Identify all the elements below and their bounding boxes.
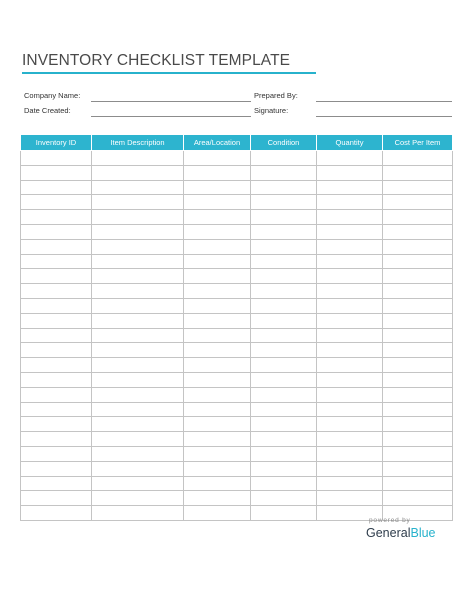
column-header: Item Description [92, 135, 184, 151]
table-row [21, 491, 453, 506]
table-cell[interactable] [184, 151, 251, 166]
table-cell[interactable] [184, 432, 251, 447]
table-body [21, 151, 453, 521]
table-cell[interactable] [184, 328, 251, 343]
table-cell[interactable] [251, 313, 317, 328]
prepared-by-label: Prepared By: [254, 91, 298, 100]
table-cell[interactable] [317, 269, 383, 284]
table-cell[interactable] [251, 224, 317, 239]
table-cell[interactable] [92, 476, 184, 491]
table-row [21, 358, 453, 373]
table-cell[interactable] [317, 387, 383, 402]
table-cell[interactable] [92, 402, 184, 417]
table-cell[interactable] [92, 343, 184, 358]
table-cell[interactable] [184, 417, 251, 432]
table-row [21, 432, 453, 447]
table-cell[interactable] [251, 506, 317, 521]
column-header: Area/Location [184, 135, 251, 151]
table-cell[interactable] [383, 313, 453, 328]
table-cell[interactable] [92, 224, 184, 239]
table-cell[interactable] [184, 210, 251, 225]
table-cell[interactable] [184, 165, 251, 180]
column-header: Quantity [317, 135, 383, 151]
table-cell[interactable] [184, 372, 251, 387]
table-cell[interactable] [184, 358, 251, 373]
table-cell[interactable] [21, 224, 92, 239]
table-cell[interactable] [383, 417, 453, 432]
table-cell[interactable] [251, 402, 317, 417]
table-cell[interactable] [184, 446, 251, 461]
column-header: Inventory ID [21, 135, 92, 151]
table-cell[interactable] [184, 180, 251, 195]
table-cell[interactable] [92, 506, 184, 521]
generalblue-logo [366, 526, 436, 540]
table-cell[interactable] [21, 328, 92, 343]
table-cell[interactable] [21, 239, 92, 254]
table-cell[interactable] [251, 254, 317, 269]
table-cell[interactable] [184, 402, 251, 417]
table-cell[interactable] [317, 165, 383, 180]
table-cell[interactable] [317, 417, 383, 432]
table-cell[interactable] [251, 387, 317, 402]
table-cell[interactable] [251, 372, 317, 387]
table-cell[interactable] [92, 239, 184, 254]
table-row [21, 254, 453, 269]
table-cell[interactable] [383, 224, 453, 239]
table-cell[interactable] [184, 461, 251, 476]
table-cell[interactable] [21, 417, 92, 432]
table-cell[interactable] [383, 239, 453, 254]
table-cell[interactable] [21, 358, 92, 373]
table-cell[interactable] [184, 506, 251, 521]
logo-text-blue: Blue [410, 526, 436, 540]
table-cell[interactable] [383, 254, 453, 269]
table-cell[interactable] [184, 343, 251, 358]
table-cell[interactable] [317, 284, 383, 299]
table-row [21, 372, 453, 387]
table-cell[interactable] [21, 372, 92, 387]
table-row [21, 417, 453, 432]
table-cell[interactable] [21, 269, 92, 284]
table-cell[interactable] [317, 476, 383, 491]
table-row [21, 224, 453, 239]
column-header: Condition [251, 135, 317, 151]
table-cell[interactable] [383, 298, 453, 313]
table-cell[interactable] [21, 461, 92, 476]
table-cell[interactable] [383, 195, 453, 210]
table-cell[interactable] [184, 491, 251, 506]
signature-label: Signature: [254, 106, 289, 115]
table-row [21, 298, 453, 313]
table-header [21, 135, 453, 151]
table-cell[interactable] [251, 284, 317, 299]
table-row [21, 180, 453, 195]
table-cell[interactable] [21, 491, 92, 506]
table-cell[interactable] [92, 165, 184, 180]
signature-line[interactable] [316, 116, 452, 117]
table-cell[interactable] [251, 210, 317, 225]
company-name-line[interactable] [91, 101, 251, 102]
table-cell[interactable] [383, 210, 453, 225]
table-cell[interactable] [21, 284, 92, 299]
table-row [21, 461, 453, 476]
prepared-by-line[interactable] [316, 101, 452, 102]
table-cell[interactable] [92, 328, 184, 343]
table-cell[interactable] [184, 284, 251, 299]
table-cell[interactable] [383, 491, 453, 506]
powered-by-text: powered by [369, 517, 411, 524]
page-title: INVENTORY CHECKLIST TEMPLATE [22, 52, 291, 69]
table-cell[interactable] [21, 313, 92, 328]
table-cell[interactable] [383, 402, 453, 417]
table-cell[interactable] [317, 151, 383, 166]
table-row [21, 402, 453, 417]
table-cell[interactable] [184, 239, 251, 254]
table-cell[interactable] [251, 298, 317, 313]
table-row [21, 284, 453, 299]
table-cell[interactable] [383, 387, 453, 402]
table-cell[interactable] [21, 298, 92, 313]
table-cell[interactable] [383, 343, 453, 358]
table-cell[interactable] [317, 195, 383, 210]
table-cell[interactable] [383, 269, 453, 284]
table-cell[interactable] [317, 254, 383, 269]
table-cell[interactable] [251, 269, 317, 284]
table-cell[interactable] [92, 195, 184, 210]
table-cell[interactable] [383, 180, 453, 195]
table-row [21, 446, 453, 461]
table-cell[interactable] [92, 491, 184, 506]
table-cell[interactable] [383, 461, 453, 476]
table-cell[interactable] [251, 151, 317, 166]
table-cell[interactable] [21, 210, 92, 225]
table-cell[interactable] [383, 284, 453, 299]
table-cell[interactable] [317, 432, 383, 447]
table-row [21, 239, 453, 254]
date-created-label: Date Created: [24, 106, 71, 115]
table-cell[interactable] [383, 446, 453, 461]
table-cell[interactable] [251, 432, 317, 447]
table-row [21, 165, 453, 180]
table-cell[interactable] [317, 180, 383, 195]
table-cell[interactable] [21, 180, 92, 195]
table-cell[interactable] [92, 461, 184, 476]
table-cell[interactable] [92, 313, 184, 328]
table-cell[interactable] [383, 358, 453, 373]
table-cell[interactable] [317, 239, 383, 254]
table-cell[interactable] [92, 284, 184, 299]
table-cell[interactable] [184, 313, 251, 328]
table-cell[interactable] [92, 372, 184, 387]
table-cell[interactable] [317, 461, 383, 476]
column-header: Cost Per Item [383, 135, 453, 151]
table-row [21, 328, 453, 343]
table-cell[interactable] [251, 446, 317, 461]
table-cell[interactable] [184, 387, 251, 402]
logo-text-general: General [366, 526, 411, 540]
table-cell[interactable] [251, 180, 317, 195]
company-name-label: Company Name: [24, 91, 81, 100]
date-created-line[interactable] [91, 116, 251, 117]
table-cell[interactable] [184, 269, 251, 284]
table-cell[interactable] [92, 210, 184, 225]
table-row [21, 151, 453, 166]
table-row [21, 476, 453, 491]
table-cell[interactable] [184, 476, 251, 491]
table-cell[interactable] [92, 151, 184, 166]
table-cell[interactable] [184, 298, 251, 313]
table-cell[interactable] [383, 476, 453, 491]
table-cell[interactable] [92, 254, 184, 269]
table-cell[interactable] [21, 476, 92, 491]
table-cell[interactable] [92, 417, 184, 432]
table-cell[interactable] [317, 298, 383, 313]
table-cell[interactable] [251, 476, 317, 491]
table-cell[interactable] [317, 224, 383, 239]
table-cell[interactable] [317, 446, 383, 461]
table-cell[interactable] [251, 328, 317, 343]
table-cell[interactable] [92, 432, 184, 447]
table-cell[interactable] [317, 491, 383, 506]
table-cell[interactable] [21, 254, 92, 269]
table-cell[interactable] [21, 343, 92, 358]
table-cell[interactable] [21, 165, 92, 180]
table-cell[interactable] [317, 402, 383, 417]
table-row [21, 269, 453, 284]
table-cell[interactable] [251, 358, 317, 373]
table-cell[interactable] [21, 151, 92, 166]
table-cell[interactable] [317, 313, 383, 328]
title-underline [22, 72, 316, 74]
table-cell[interactable] [251, 491, 317, 506]
inventory-table [20, 134, 453, 521]
table-cell[interactable] [251, 417, 317, 432]
table-cell[interactable] [92, 269, 184, 284]
table-cell[interactable] [184, 224, 251, 239]
table-cell[interactable] [92, 387, 184, 402]
table-row [21, 210, 453, 225]
table-cell[interactable] [383, 151, 453, 166]
table-cell[interactable] [251, 165, 317, 180]
table-cell[interactable] [383, 328, 453, 343]
table-cell[interactable] [21, 387, 92, 402]
table-cell[interactable] [21, 195, 92, 210]
table-cell[interactable] [317, 328, 383, 343]
table-row [21, 195, 453, 210]
table-cell[interactable] [251, 461, 317, 476]
table-cell[interactable] [251, 195, 317, 210]
table-cell[interactable] [383, 432, 453, 447]
table-row [21, 343, 453, 358]
table-cell[interactable] [92, 446, 184, 461]
table-cell[interactable] [21, 402, 92, 417]
table-cell[interactable] [251, 239, 317, 254]
table-cell[interactable] [317, 343, 383, 358]
table-cell[interactable] [184, 195, 251, 210]
table-cell[interactable] [184, 254, 251, 269]
table-row [21, 313, 453, 328]
table-cell[interactable] [92, 180, 184, 195]
table-cell[interactable] [251, 343, 317, 358]
table-cell[interactable] [92, 298, 184, 313]
table-cell[interactable] [92, 358, 184, 373]
table-cell[interactable] [21, 506, 92, 521]
table-cell[interactable] [317, 372, 383, 387]
table-cell[interactable] [383, 372, 453, 387]
table-cell[interactable] [21, 432, 92, 447]
table-cell[interactable] [21, 446, 92, 461]
table-cell[interactable] [317, 210, 383, 225]
table-row [21, 387, 453, 402]
table-cell[interactable] [383, 165, 453, 180]
table-cell[interactable] [317, 358, 383, 373]
